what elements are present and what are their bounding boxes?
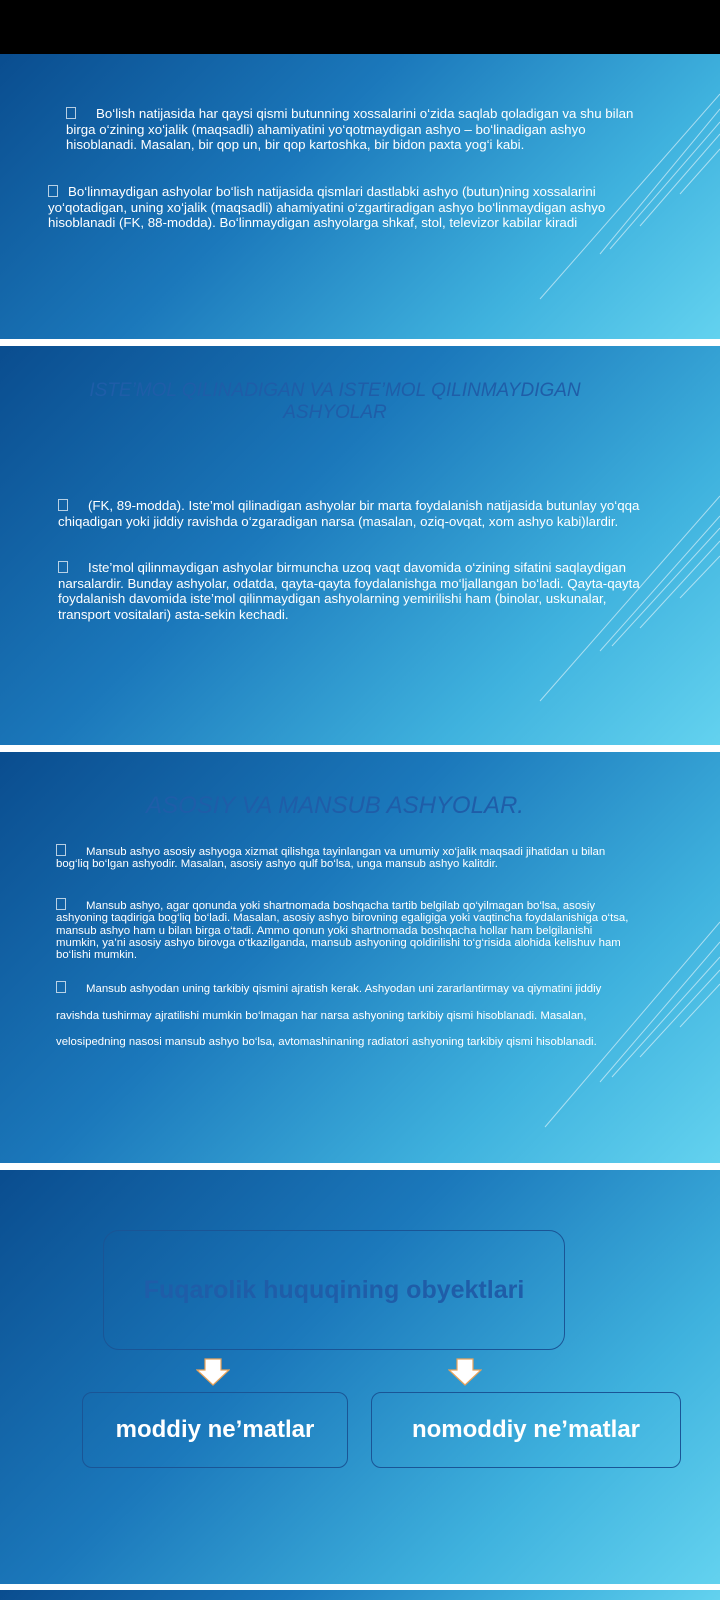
box-label: moddiy ne’matlar: [115, 1416, 315, 1443]
paragraph-accessory-definition: Mansub ashyo asosiy ashyoga xizmat qilishga tayinlangan va umumiy xo‘jalik maqsadi jihatidan u bilan bog‘liq bo‘lgan ashyodir. Masalan, asosiy ashyo qulf bo‘lsa, unga mansub ashyo kalitdir.: [56, 846, 606, 871]
paragraph-component-part: Mansub ashyodan uning tarkibiy qismini ajratish kerak. Ashyodan uni zararlantirmay va qiymatini jiddiy ravishda tushirmay ajratilishi mumkin bo‘lmagan har narsa ashyoning tarkibiy qismi hisoblanadi. Masalan, velosipedning nasosi mansub ashyo bo‘lsa, avtomashinaning radiatori ashyoning tarkibiy qismi hisoblanadi.: [56, 983, 602, 1048]
slide-next-partial: [0, 1590, 720, 1600]
arrow-down-icon: [196, 1358, 230, 1386]
slide-consumable-things: [0, 346, 720, 745]
bullet-icon: [56, 898, 66, 910]
slide-principal-accessory: [0, 752, 720, 1163]
slide-title: ASOSIY VA MANSUB ASHYOLAR.: [146, 792, 524, 819]
paragraph-divisible: Bo‘lish natijasida har qaysi qismi butunning xossalarini o‘zida saqlab qoladigan va shu bilan birga o‘zining xo‘jalik (maqsadli) ahamiyatini yo‘qotmaydigan ashyo – bo‘linadigan ashyo hisoblanadi. Masalan, bir qop un, bir qop kartoshka, bir bidon paxta yog‘i kabi.: [66, 106, 634, 152]
box-non-material-goods: [371, 1392, 681, 1468]
arrow-down-icon: [448, 1358, 482, 1386]
bullet-icon: [58, 499, 68, 511]
bullet-icon: [66, 107, 76, 119]
box-material-goods: [82, 1392, 348, 1468]
box-civil-law-objects: [103, 1230, 565, 1350]
box-label: nomoddiy ne’matlar: [411, 1416, 641, 1443]
paragraph-indivisible: Bo‘linmaydigan ashyolar bo‘lish natijasida qismlari dastlabki ashyo (butun)ning xossalarini yo‘qotadigan, uning xo‘jalik (maqsadli) ahamiyatini o‘zgartiradigan ashyo bo‘linmaydigan ashyo hisoblanadi (FK, 88-modda). Bo‘linmaydigan ashyolarga shkaf, stol, televizor kabilar kiradi: [48, 184, 606, 230]
box-title: Fuqarolik huquqining obyektlari: [143, 1275, 525, 1304]
paragraph-consumable: (FK, 89-modda). Iste’mol qilinadigan ashyolar bir marta foydalanish natijasida butunlay yo‘qqa chiqadigan yoki jiddiy ravishda o‘zgaradigan narsa (masalan, oziq-ovqat, xom ashyo kabi)lardir.: [58, 498, 640, 529]
bullet-icon: [56, 844, 66, 856]
paragraph-accessory-fate: Mansub ashyo, agar qonunda yoki shartnomada boshqacha tartib belgilab qo‘yilmagan bo‘lsa, asosiy ashyoning taqdiriga bog‘liq bo‘ladi. Masalan, asosiy ashyo birovning egaligiga yoki vaqtincha foydalanishiga o‘tsa, mansub ashyo ham u bilan birga o‘tadi. Ammo qonun yoki shartnomada boshqacha hollar ham belgilanishi mumkin, ya’ni asosiy ashyo birovga o‘tkazilganda, mansub ashyoning qoldirilishi to‘g‘risida alohida kelishuv ham bo‘lishi mumkin.: [56, 900, 629, 962]
bullet-icon: [48, 185, 58, 197]
slide-objects-diagram: [0, 1170, 720, 1584]
paragraph-non-consumable: Iste’mol qilinmaydigan ashyolar birmuncha uzoq vaqt davomida o‘zining sifatini saqlaydigan narsalardir. Bunday ashyolar, odatda, qayta-qayta foydalanishga mo‘ljallangan bo‘ladi. Qayta-qayta foydalanish davomida iste’mol qilinmaydigan ashyolarning yemirilishi ham (binolar, uskunalar, transport vositalari) asta-sekin kechadi.: [58, 560, 640, 622]
slide-divisible-things: [0, 54, 720, 339]
bullet-icon: [58, 561, 68, 573]
bullet-icon: [56, 981, 66, 993]
top-black-bar: [0, 0, 720, 54]
slide-title: ISTE’MOL QILINADIGAN VA ISTE’MOL QILINMAYDIGAN ASHYOLAR: [89, 380, 581, 423]
